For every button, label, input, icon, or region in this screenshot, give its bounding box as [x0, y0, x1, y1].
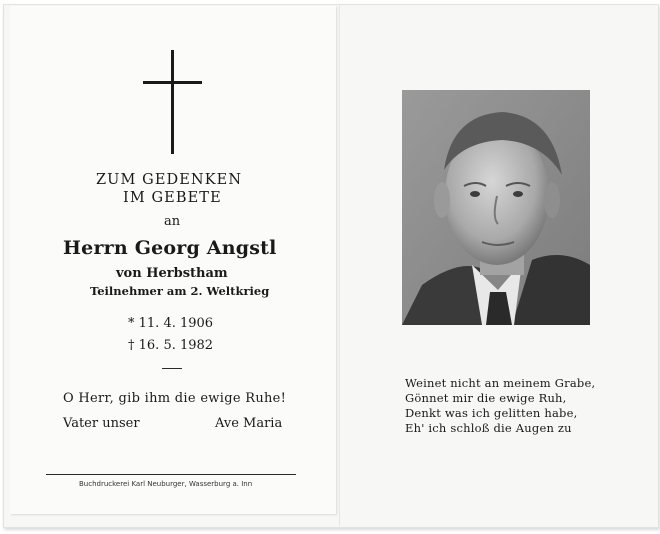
cross-icon — [143, 50, 203, 154]
poem-line-2: Gönnet mir die ewige Ruh, — [405, 391, 567, 405]
heading-line1: ZUM GEDENKEN — [96, 172, 243, 188]
poem-line-4: Eh' ich schloß die Augen zu — [405, 421, 572, 435]
short-divider — [162, 368, 182, 369]
poem-line-1: Weinet nicht an meinem Grabe, — [405, 376, 596, 390]
origin-text: von Herbstham — [116, 266, 228, 281]
deceased-name: Herrn Georg Angstl — [63, 237, 277, 259]
military-note: Teilnehmer am 2. Weltkrieg — [90, 284, 270, 298]
portrait-photo — [402, 90, 590, 325]
birth-date: * 11. 4. 1906 — [128, 316, 214, 331]
printer-rule — [46, 474, 296, 475]
death-date: † 16. 5. 1982 — [128, 338, 214, 353]
printer-credit: Buchdruckerei Karl Neuburger, Wasserburg a. Inn — [79, 480, 253, 488]
prayer-text: O Herr, gib ihm die ewige Ruhe! — [63, 391, 287, 406]
heading-line2: IM GEBETE — [123, 190, 222, 206]
poem-line-3: Denkt was ich gelitten habe, — [405, 406, 578, 420]
vater-unser-text: Vater unser — [63, 416, 140, 431]
ave-maria-text: Ave Maria — [215, 416, 283, 431]
an-label: an — [164, 214, 181, 229]
card-fold — [339, 4, 340, 526]
